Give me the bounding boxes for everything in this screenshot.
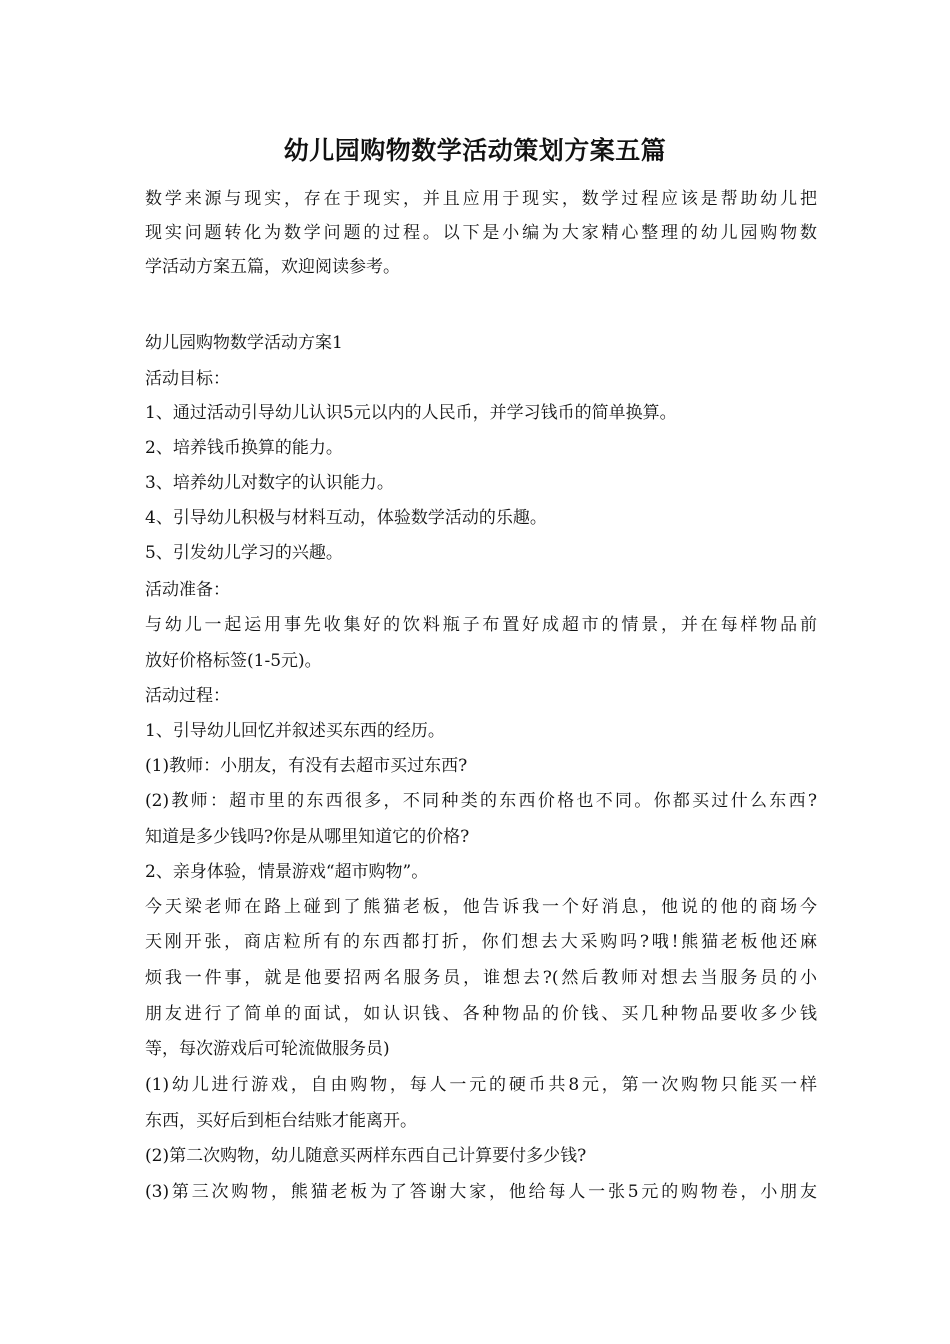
text-line: 活动准备： [145,580,230,600]
text-line: 活动过程： [145,686,230,706]
text-line: (1)教师：小朋友，有没有去超市买过东西? [145,756,468,776]
text-line: 4、引导幼儿积极与材料互动，体验数学活动的乐趣。 [145,508,547,528]
text-line: 1、通过活动引导幼儿认识5元以内的人民币，并学习钱币的简单换算。 [145,403,677,423]
text-line: 1、引导幼儿回忆并叙述买东西的经历。 [145,721,445,741]
text-line: 东西，买好后到柜台结账才能离开。 [145,1111,417,1131]
text-line: 天刚开张，商店粒所有的东西都打折，你们想去大采购吗?哦!熊猫老板他还麻 [145,932,817,952]
text-line: 2、亲身体验，情景游戏“超市购物”。 [145,862,429,882]
text-line: 今天梁老师在路上碰到了熊猫老板，他告诉我一个好消息，他说的他的商场今 [145,897,817,917]
text-line: 2、培养钱币换算的能力。 [145,438,343,458]
text-line: 5、引发幼儿学习的兴趣。 [145,543,343,563]
text-line: 放好价格标签(1-5元)。 [145,651,322,671]
text-line: 学活动方案五篇，欢迎阅读参考。 [145,257,400,277]
text-line: (1)幼儿进行游戏，自由购物，每人一元的硬币共8元，第一次购物只能买一样 [145,1075,817,1095]
text-line: 烦我一件事，就是他要招两名服务员，谁想去?(然后教师对想去当服务员的小 [145,968,817,988]
section-heading: 幼儿园购物数学活动方案1 [145,333,343,353]
text-line: 知道是多少钱吗?你是从哪里知道它的价格? [145,827,470,847]
text-line: 等，每次游戏后可轮流做服务员) [145,1039,390,1059]
text-line: 活动目标： [145,369,230,389]
document-title: 幼儿园购物数学活动策划方案五篇 [283,136,667,165]
text-line: (2)第二次购物，幼儿随意买两样东西自己计算要付多少钱? [145,1146,587,1166]
text-line: 现实问题转化为数学问题的过程。以下是小编为大家精心整理的幼儿园购物数 [145,223,817,243]
text-line: (3)第三次购物，熊猫老板为了答谢大家，他给每人一张5元的购物卷，小朋友 [145,1182,817,1202]
text-line: 数学来源与现实，存在于现实，并且应用于现实，数学过程应该是帮助幼儿把 [145,189,817,209]
text-line: 与幼儿一起运用事先收集好的饮料瓶子布置好成超市的情景，并在每样物品前 [145,615,817,635]
text-line: (2)教师：超市里的东西很多，不同种类的东西价格也不同。你都买过什么东西? [145,791,817,811]
text-line: 3、培养幼儿对数字的认识能力。 [145,473,394,493]
text-line: 朋友进行了简单的面试，如认识钱、各种物品的价钱、买几种物品要收多少钱 [145,1004,817,1024]
